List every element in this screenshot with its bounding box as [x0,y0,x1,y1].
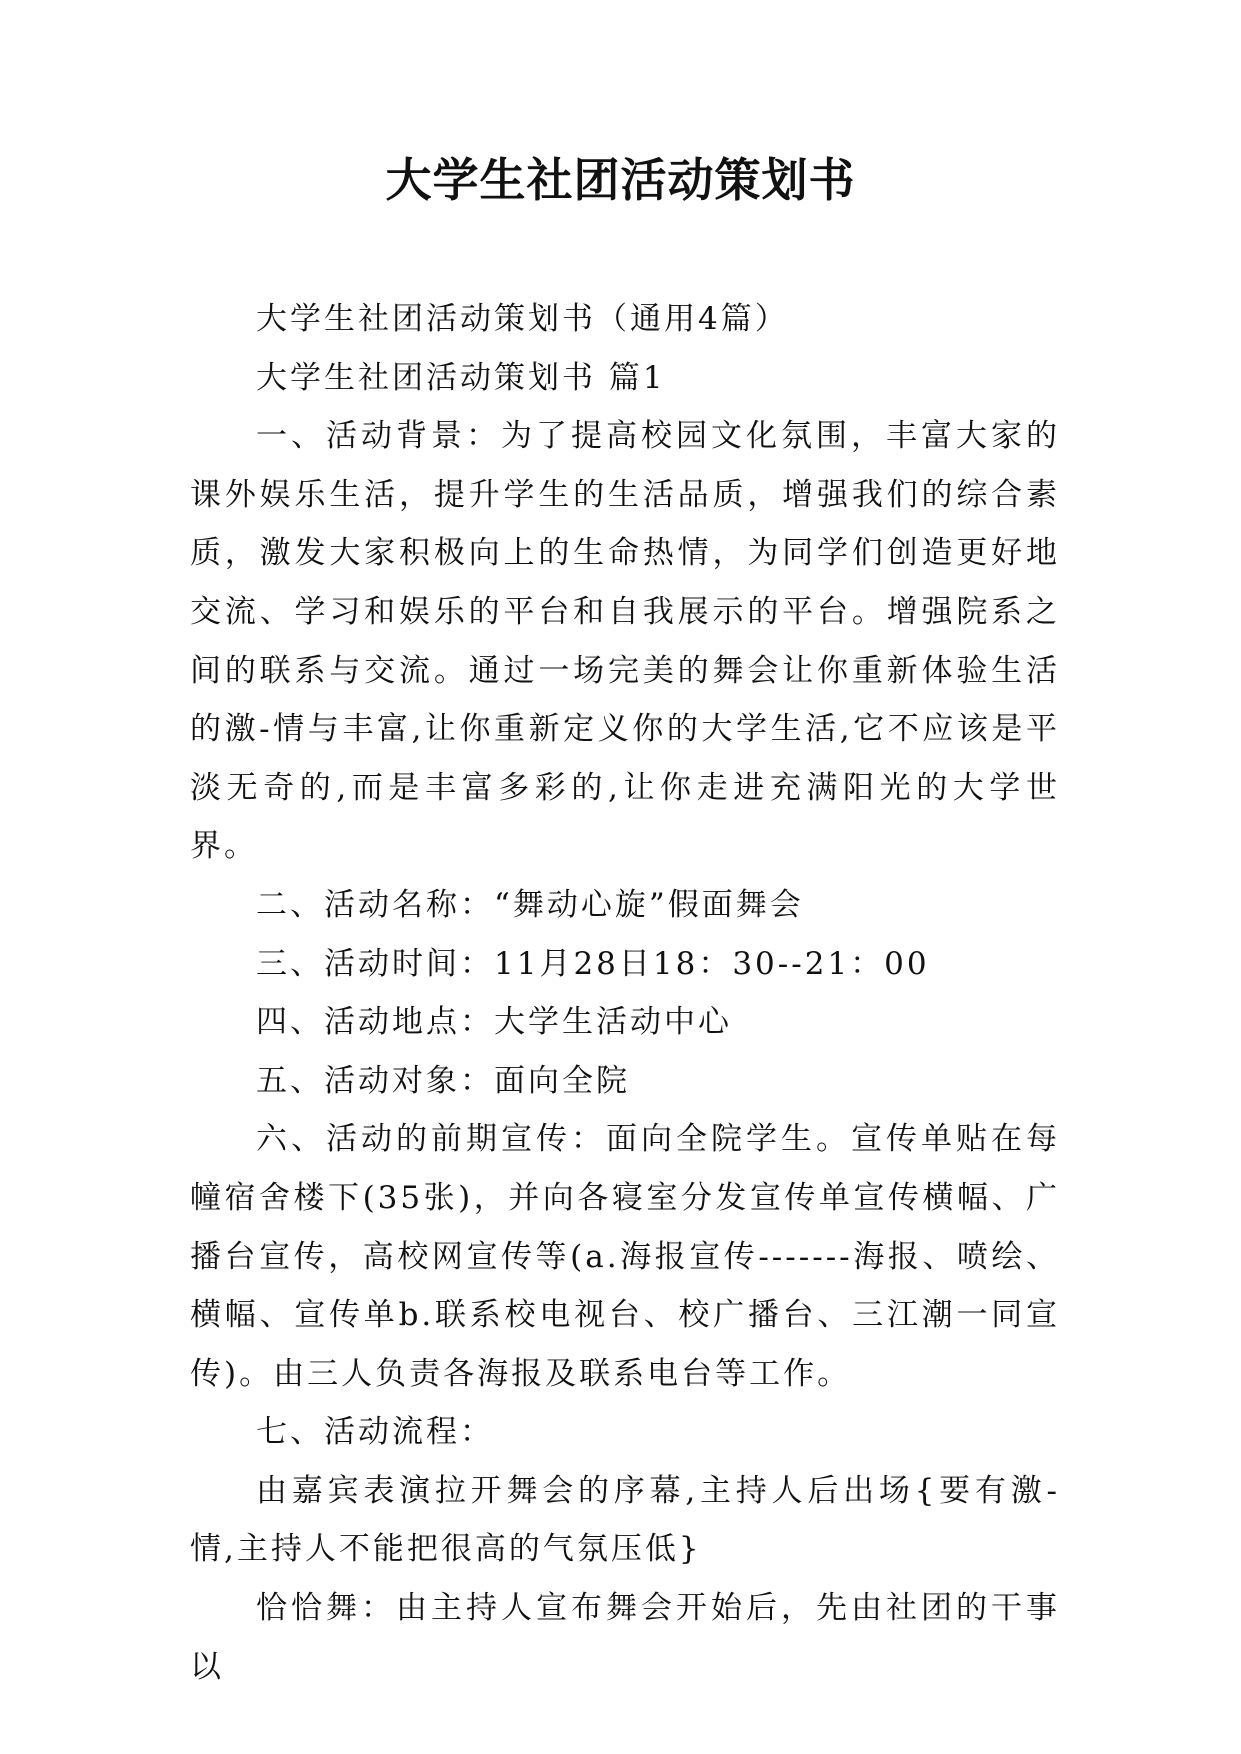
paragraph-name: 二、活动名称：“舞动心旋”假面舞会 [256,886,804,923]
paragraph-time: 三、活动时间：11月28日18：30--21：00 [256,945,930,982]
paragraph-chacha: 恰恰舞：由主持人宣布舞会开始后，先由社团的干事以 [190,1590,1060,1685]
paragraph-audience: 五、活动对象：面向全院 [256,1062,630,1099]
paragraph-subtitle: 大学生社团活动策划书（通用4篇） [256,301,789,337]
paragraph-publicity: 六、活动的前期宣传：面向全院学生。宣传单贴在每幢宿舍楼下(35张)，并向各寝室分发宣传单宣传横幅、广播台宣传，高校网宣传等(a.海报宣传-------海报、喷绘、横幅、宣传单b.联系校电视台、校广播台、三江潮一同宣传)。由三人负责各海报及联系电台等工作。 [190,1121,1060,1392]
document-body [190,290,1060,1696]
document-title: 大学生社团活动策划书 [385,153,856,207]
paragraph-section-heading: 大学生社团活动策划书 篇1 [256,359,666,396]
paragraph-process-heading: 七、活动流程： [256,1414,494,1451]
paragraph-opening: 由嘉宾表演拉开舞会的序幕,主持人后出场{要有激-情,主持人不能把很高的气氛压低} [190,1472,1060,1568]
paragraph-location: 四、活动地点：大学生活动中心 [256,1004,732,1041]
paragraph-background: 一、活动背景：为了提高校园文化氛围，丰富大家的课外娱乐生活，提升学生的生活品质，增强我们的综合素质，激发大家积极向上的生命热情，为同学们创造更好地交流、学习和娱乐的平台和自我展示的平台。增强院系之间的联系与交流。通过一场完美的舞会让你重新体验生活的激-情与丰富,让你重新定义你的大学生活,它不应该是平淡无奇的,而是丰富多彩的,让你走进充满阳光的大学世界。 [190,418,1060,865]
